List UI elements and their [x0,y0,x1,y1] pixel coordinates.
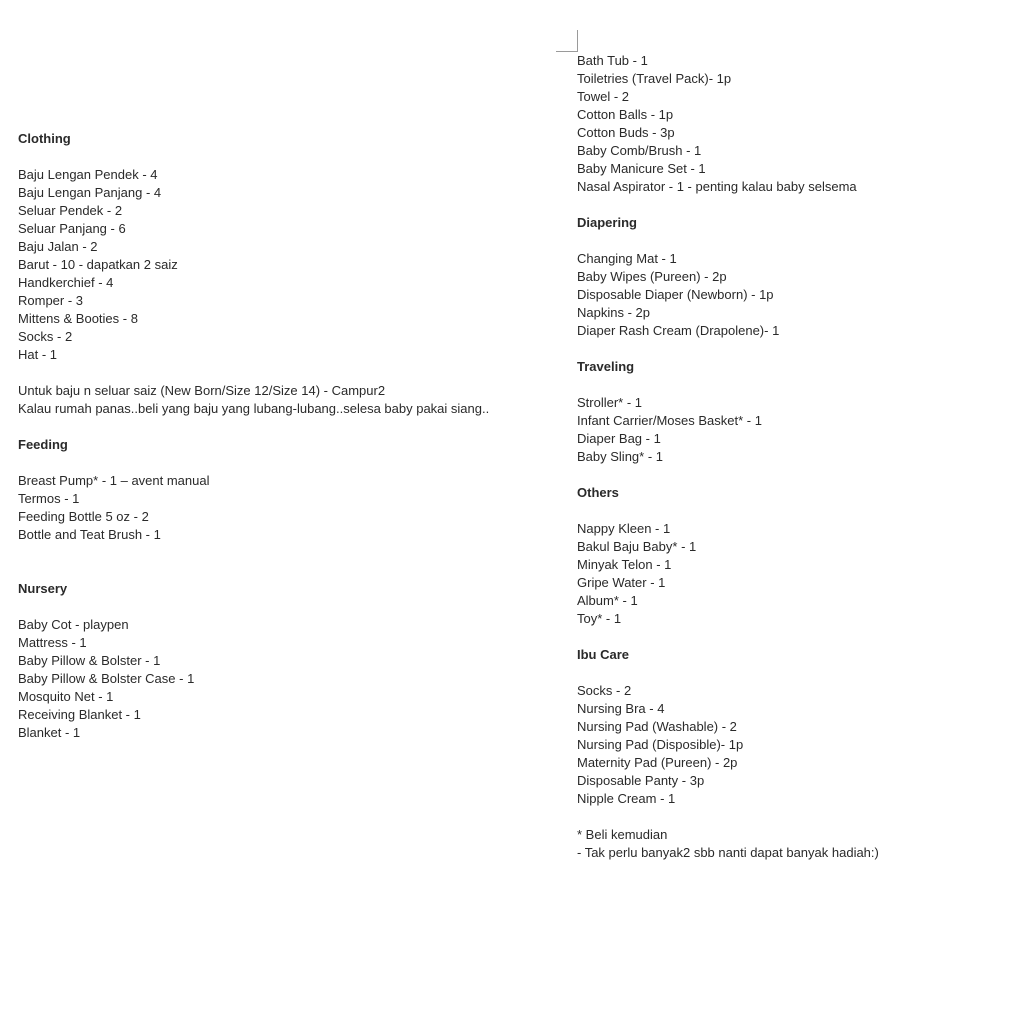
list-item: Cotton Buds - 3p [577,125,675,140]
blank-line [577,664,1017,682]
list-item: Baju Lengan Pendek - 4 [18,167,158,182]
blank-line [577,502,1017,520]
list-item: Cotton Balls - 1p [577,107,674,122]
list-item: Toy* - 1 [577,611,622,626]
section-heading-diapering: Diapering [577,215,637,230]
right-column [577,52,1017,862]
list-item: Barut - 10 - dapatkan 2 saiz [18,257,178,272]
left-column [18,130,538,742]
list-item: Gripe Water - 1 [577,575,666,590]
section-heading-feeding: Feeding [18,437,68,452]
list-item: Bakul Baju Baby* - 1 [577,539,697,554]
list-item: Baby Sling* - 1 [577,449,663,464]
section-heading-clothing: Clothing [18,131,71,146]
list-item: Changing Mat - 1 [577,251,677,266]
list-item: Album* - 1 [577,593,638,608]
list-item: Nursing Pad (Washable) - 2 [577,719,737,734]
blank-line [18,544,538,562]
blank-line [18,598,538,616]
blank-line [18,148,538,166]
list-item: Baby Pillow & Bolster - 1 [18,653,161,668]
list-item: Seluar Pendek - 2 [18,203,123,218]
list-item: Infant Carrier/Moses Basket* - 1 [577,413,762,428]
list-item: Termos - 1 [18,491,80,506]
list-item: Napkins - 2p [577,305,650,320]
list-item: Minyak Telon - 1 [577,557,672,572]
list-item: Breast Pump* - 1 – avent manual [18,473,210,488]
section-heading-nursery: Nursery [18,581,68,596]
list-item: Nursing Pad (Disposible)- 1p [577,737,744,752]
list-item: Nasal Aspirator - 1 - penting kalau baby selsema [577,179,857,194]
section-heading-others: Others [577,485,619,500]
list-item: Maternity Pad (Pureen) - 2p [577,755,738,770]
list-item: Mattress - 1 [18,635,87,650]
list-item: Baju Jalan - 2 [18,239,98,254]
blank-line [577,340,1017,358]
list-item: Baju Lengan Panjang - 4 [18,185,162,200]
list-item: Stroller* - 1 [577,395,643,410]
page-corner-mark [556,30,578,52]
blank-line [18,364,538,382]
list-item: Blanket - 1 [18,725,81,740]
blank-line [577,196,1017,214]
list-item: Disposable Diaper (Newborn) - 1p [577,287,774,302]
blank-line [577,466,1017,484]
list-item: Kalau rumah panas..beli yang baju yang lubang-lubang..selesa baby pakai siang.. [18,401,490,416]
list-item: Handkerchief - 4 [18,275,114,290]
blank-line [577,628,1017,646]
blank-line [18,454,538,472]
list-item: Baby Pillow & Bolster Case - 1 [18,671,195,686]
list-item: Untuk baju n seluar saiz (New Born/Size 12/Size 14) - Campur2 [18,383,386,398]
list-item: Seluar Panjang - 6 [18,221,126,236]
list-item: Socks - 2 [18,329,73,344]
list-item: Feeding Bottle 5 oz - 2 [18,509,149,524]
list-item: Baby Manicure Set - 1 [577,161,706,176]
list-item: - Tak perlu banyak2 sbb nanti dapat banyak hadiah:) [577,845,879,860]
list-item: Mittens & Booties - 8 [18,311,138,326]
list-item: Nursing Bra - 4 [577,701,665,716]
list-item: Toiletries (Travel Pack)- 1p [577,71,732,86]
list-item: Baby Comb/Brush - 1 [577,143,702,158]
section-heading-ibu-care: Ibu Care [577,647,630,662]
list-item: Romper - 3 [18,293,84,308]
list-item: Bottle and Teat Brush - 1 [18,527,161,542]
blank-line [577,808,1017,826]
list-item: Diaper Bag - 1 [577,431,661,446]
blank-line [18,562,538,580]
list-item: Nappy Kleen - 1 [577,521,671,536]
blank-line [577,376,1017,394]
list-item: Nipple Cream - 1 [577,791,676,806]
list-item: Receiving Blanket - 1 [18,707,141,722]
list-item: Bath Tub - 1 [577,53,648,68]
list-item: Towel - 2 [577,89,630,104]
list-item: Disposable Panty - 3p [577,773,705,788]
list-item: * Beli kemudian [577,827,668,842]
list-item: Hat - 1 [18,347,58,362]
list-item: Diaper Rash Cream (Drapolene)- 1 [577,323,780,338]
blank-line [577,232,1017,250]
list-item: Baby Cot - playpen [18,617,129,632]
list-item: Mosquito Net - 1 [18,689,114,704]
section-heading-traveling: Traveling [577,359,635,374]
list-item: Socks - 2 [577,683,632,698]
list-item: Baby Wipes (Pureen) - 2p [577,269,727,284]
blank-line [18,418,538,436]
